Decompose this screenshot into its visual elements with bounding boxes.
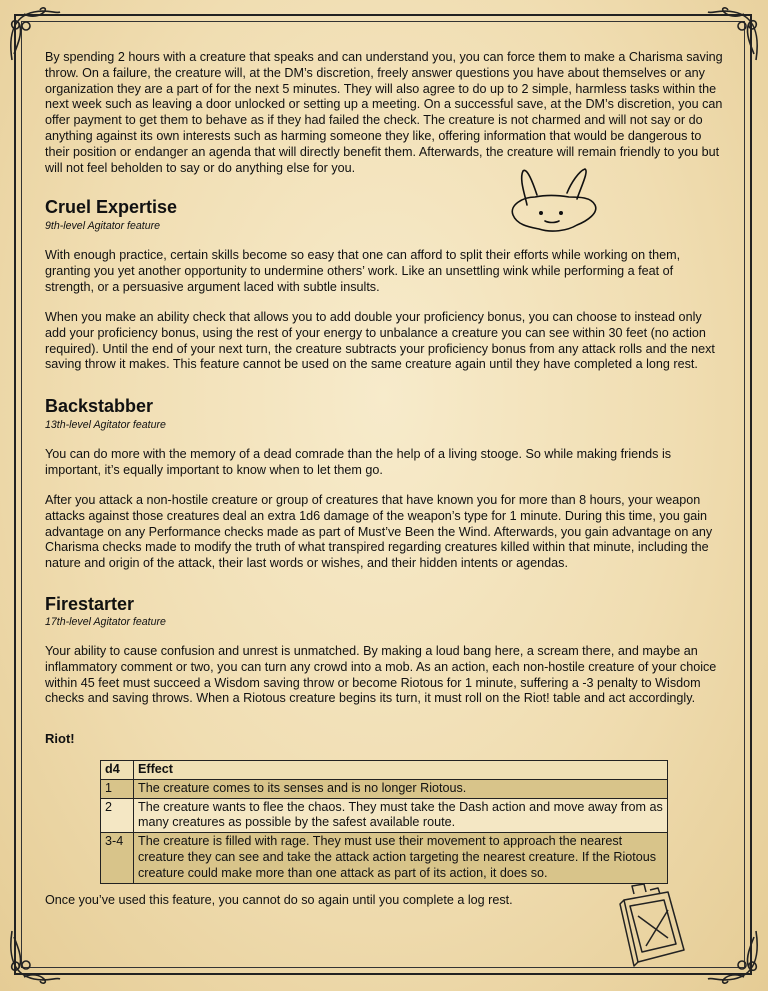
- section-title-firestarter: Firestarter: [45, 594, 135, 614]
- fuel-can-doodle-icon: [612, 880, 692, 970]
- section-paragraph: When you make an ability check that allows you to add double your proficiency bonus, you can choose to instead only add your proficiency bonus, using the rest of your energy to unbalance a creature you can see within 30 feet (no action required). Until the end of your next turn, the creature subtracts your proficiency bonus from any attack rolls and the next saving throw it makes. This feature cannot be used on the same creature again until they have completed a long rest.: [45, 310, 715, 372]
- table-row: [101, 779, 668, 798]
- table-header-row: [101, 761, 668, 780]
- riot-table-title: Riot!: [45, 731, 75, 746]
- table-header-d4: d4: [101, 761, 134, 780]
- section-title-cruel-expertise: Cruel Expertise: [45, 197, 178, 217]
- intro-paragraph: By spending 2 hours with a creature that speaks and can understand you, you can force them to make a Charisma saving throw. On a failure, the creature will, at the DM’s discretion, freely answer questions you have about themselves or any organization they are a part of for the next 5 minutes. They will also agree to do up to 2 simple, harmless tasks within the next week such as leaving a door unlocked or setting up a meeting. On a successful save, at the DM’s discretion, you can offer payment to get them to behave as if they had failed the check. The creature is not charmed and will not say or do anything against its own interests such as harming someone they like, offering information that would be dangerous to their position or endanger an agenda that will directly benefit them. Afterwards, the creature will remain friendly to you but will not feel beholden to say or do anything else for you.: [45, 50, 723, 175]
- section-title-backstabber: Backstabber: [45, 396, 154, 416]
- table-cell-roll: 3-4: [101, 833, 134, 883]
- section-paragraph: After you attack a non-hostile creature or group of creatures that have known you for more than 8 hours, your weapon attacks against those creatures deal an extra 1d6 damage of the weapon’s type for 1 minute. During this time, you gain advantage on any Performance checks made as part of Must’ve Been the Wind. Afterwards, you gain advantage on any Charisma checks made to modify the truth of what transpired regarding creatures killed within that minute, including the nature and origin of the attack, their last words or wishes, and their hidden intents or agendas.: [45, 493, 713, 571]
- section-paragraph: With enough practice, certain skills become so easy that one can afford to split their efforts while working on them, granting you yet another opportunity to undermine others’ work. Like an unsettling wink while performing a feat of strength, or a persuasive argument laced with subtle insults.: [45, 248, 681, 294]
- table-cell-roll: 1: [101, 779, 134, 798]
- corner-flourish-icon: [4, 927, 64, 987]
- table-cell-effect: The creature wants to flee the chaos. They must take the Dash action and move away from as many creatures as possible by the safest available route.: [134, 798, 668, 833]
- creature-doodle-icon: [505, 165, 605, 245]
- closing-paragraph: Once you’ve used this feature, you cannot do so again until you complete a log rest.: [45, 893, 513, 907]
- table-cell-effect: The creature is filled with rage. They must use their movement to approach the nearest creature they can see and take the attack action targeting the nearest creature. If the Riotous creature could make more than one attack as part of its action, it does so.: [134, 833, 668, 883]
- riot-table: [100, 760, 668, 884]
- section-subtitle: 13th-level Agitator feature: [45, 419, 166, 431]
- corner-flourish-icon: [704, 927, 764, 987]
- table-row: [101, 833, 668, 883]
- section-paragraph: Your ability to cause confusion and unrest is unmatched. By making a loud bang here, a scream there, and maybe an inflammatory comment or two, you can turn any crowd into a mob. As an action, each non-hostile creature of your choice within 45 feet must succeed a Wisdom saving throw or become Riotous for 1 minute, suffering a -3 penalty to Wisdom checks and saving throws. When a Riotous creature begins its turn, it must roll on the Riot! table and act accordingly.: [45, 644, 717, 706]
- table-row: [101, 798, 668, 833]
- table-header-effect: Effect: [134, 761, 668, 780]
- section-subtitle: 17th-level Agitator feature: [45, 616, 166, 628]
- section-subtitle: 9th-level Agitator feature: [45, 220, 161, 232]
- table-cell-roll: 2: [101, 798, 134, 833]
- table-cell-effect: The creature comes to its senses and is no longer Riotous.: [134, 779, 668, 798]
- section-paragraph: You can do more with the memory of a dead comrade than the help of a living stooge. So while making friends is important, it’s equally important to know when to let them go.: [45, 447, 672, 477]
